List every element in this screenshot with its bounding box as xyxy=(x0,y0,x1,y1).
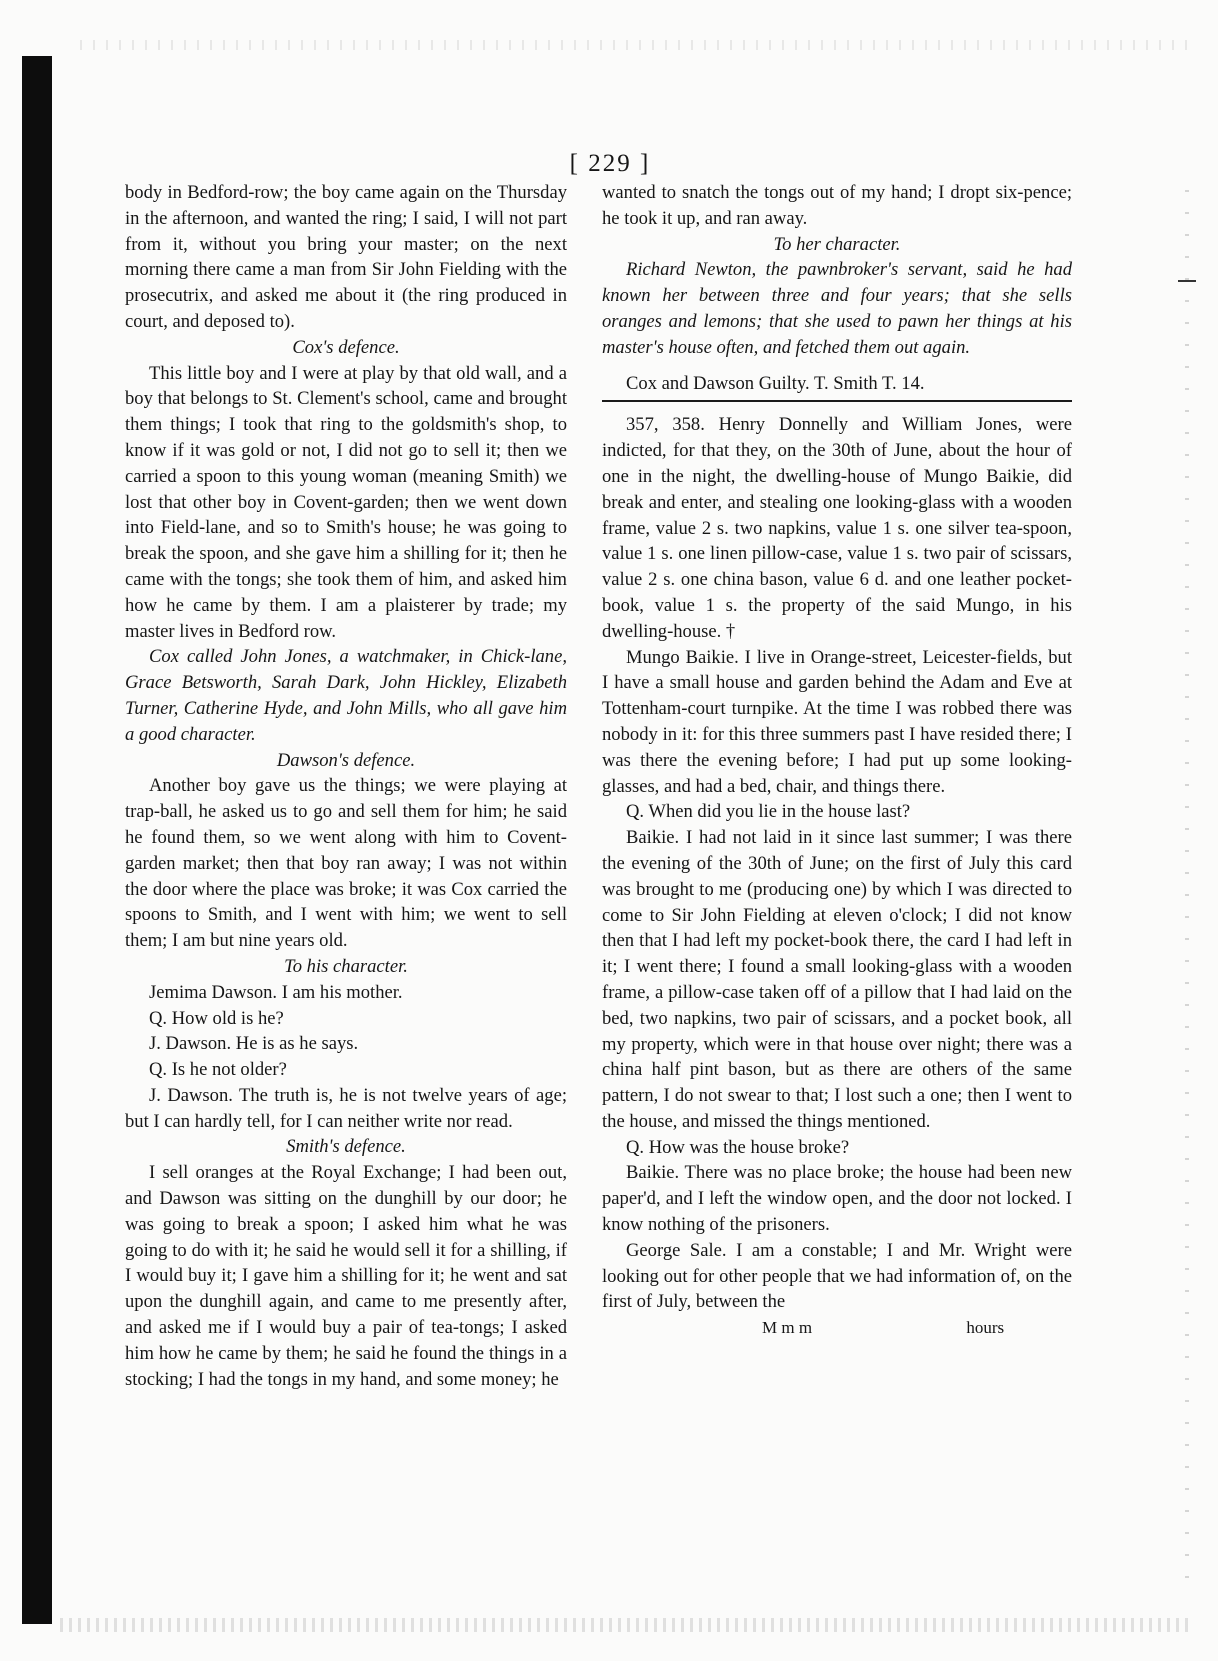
signature-mark: M m m xyxy=(762,1318,813,1338)
verdict-line: Cox and Dawson Guilty. T. Smith T. 14. xyxy=(626,372,925,394)
paragraph: Q. How old is he? xyxy=(149,1007,284,1029)
paragraph: J. Dawson. He is as he says. xyxy=(149,1033,359,1055)
section-heading: To her character. xyxy=(773,233,901,255)
catchword: hours xyxy=(966,1318,1005,1338)
paragraph: I sell oranges at the Royal Exchange; I had been out, and Dawson was sitting on the dunghill by our door; he was going to break a spoon; I asked him what he was going to do with it; he said he would sell it for a shilling, if I would buy it; I gave him a shilling for it; he went and sat upon the dunghill again, and came to me presently after, and asked me if I would buy a pair of tea-tongs; I asked him how he came by them; he said he found the things in a stocking; I had the tongs in my hand, and some money; he xyxy=(125,1162,567,1390)
paragraph: J. Dawson. The truth is, he is not twelve years of age; but I can hardly tell, for I can neither write nor read. xyxy=(125,1084,567,1132)
page-footer xyxy=(602,1315,1072,1341)
scan-noise-right xyxy=(1185,190,1189,1590)
paragraph: Mungo Baikie. I live in Orange-street, Leicester-fields, but I have a small house and garden behind the Adam and Eve at Tottenham-court turnpike. At the time I was robbed there was nobody in it: for this three summers past I have resided there; I was there the evening before; I had put up some looking-glasses, and had a bed, chair, and things there. xyxy=(602,646,1072,797)
paragraph: 357, 358. Henry Donnelly and William Jones, were indicted, for that they, on the 30th of June, about the hour of one in the night, the dwelling-house of Mungo Baikie, did break and enter, and stealing one looking-glass with a wooden frame, value 2 s. two napkins, value 1 s. one silver tea-spoon, value 1 s. one linen pillow-case, value 1 s. two pair of scissars, value 2 s. one china bason, value 6 d. and one leather pocket-book, value 1 s. the property of the said Mungo, in his dwelling-house. † xyxy=(602,414,1072,642)
right-column xyxy=(602,180,1072,1341)
page-number: [ 229 ] xyxy=(569,150,651,177)
margin-tick xyxy=(1178,280,1196,282)
section-heading: Smith's defence. xyxy=(286,1136,406,1158)
paragraph: body in Bedford-row; the boy came again on the Thursday in the afternoon, and wanted the ring; I said, I will not part from it, without you bring your master; on the next morning there came a man from Sir John Fielding with the prosecutrix, and asked me about it (the ring produced in court, and deposed to). xyxy=(125,182,567,332)
italic-paragraph: Cox called John Jones, a watchmaker, in Chick-lane, Grace Betsworth, Sarah Dark, John Hickley, Elizabeth Turner, Catherine Hyde, and John Mills, who all gave him a good character. xyxy=(125,646,567,745)
section-rule xyxy=(602,400,1072,402)
paragraph: Q. How was the house broke? xyxy=(626,1136,850,1158)
paragraph: Baikie. There was no place broke; the house had been new paper'd, and I left the window open, and the door not locked. I know nothing of the prisoners. xyxy=(602,1162,1072,1236)
scan-noise-top xyxy=(80,40,1190,50)
paragraph: This little boy and I were at play by that old wall, and a boy that belongs to St. Clement's school, came and brought them things; I took that ring to the goldsmith's shop, to know if it was gold or not, I did not go to sell it; then we carried a spoon to this young woman (meaning Smith) we lost that other boy in Covent-garden; then we went down into Field-lane, and so to Smith's house; he was going to break the spoon, and she gave him a shilling for it; then he came with the tongs; she took them of him, and asked him how he came by them. I am a plaisterer by trade; my master lives in Bedford row. xyxy=(125,362,567,642)
section-heading: Cox's defence. xyxy=(292,336,400,358)
section-heading: To his character. xyxy=(284,955,408,977)
italic-paragraph: Richard Newton, the pawnbroker's servant, said he had known her between three and four years; that she sells oranges and lemons; that she used to pawn her things at his master's house often, and fetched them out again. xyxy=(602,259,1072,358)
right-column-body xyxy=(602,180,1072,1315)
paragraph: wanted to snatch the tongs out of my hand; I dropt six-pence; he took it up, and ran away. xyxy=(602,182,1072,229)
paragraph: Q. When did you lie in the house last? xyxy=(626,801,911,823)
scan-edge-bar xyxy=(22,56,52,1624)
paragraph: Baikie. I had not laid in it since last summer; I was there the evening of the 30th of June; on the first of July this card was brought to me (producing one) by which I was directed to come to Sir John Fielding at eleven o'clock; I did not know then that I had left my pocket-book there, the card I had left in it; I went there; I found a small looking-glass with a wooden frame, a pillow-case taken off of a pillow that I had laid on the bed, two napkins, two pair of scissars, and a pocket book, all my property, which were in that house over night; there was a china half pint bason, but as there are others of the same pattern, I do not swear to that; I lost such a one; then I went to the house, and missed the things mentioned. xyxy=(602,827,1072,1132)
paragraph: Q. Is he not older? xyxy=(149,1059,287,1081)
scan-noise-bottom xyxy=(60,1618,1190,1632)
paragraph: George Sale. I am a constable; I and Mr. Wright were looking out for other people that we had information of, on the first of July, between the xyxy=(602,1239,1072,1313)
paragraph: Jemima Dawson. I am his mother. xyxy=(149,981,403,1003)
section-heading: Dawson's defence. xyxy=(276,749,416,771)
paragraph: Another boy gave us the things; we were playing at trap-ball, he asked us to go and sell them for him; he said he found them, so we went along with him to Covent-garden market; then that boy ran away; I was not within the door where the place was broke; it was Cox carried the spoons to Smith, and I went with him; we went to sell them; I am but nine years old. xyxy=(125,775,567,952)
left-column xyxy=(125,180,567,1392)
